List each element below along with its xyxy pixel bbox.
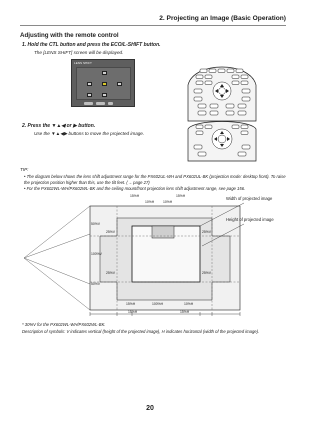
label-left-2: 100%V: [91, 252, 102, 256]
step1-title: 1. Hold the CTL button and press the ECO/L-SHIFT button.: [22, 42, 161, 48]
label-left-5: 25%V: [106, 271, 116, 275]
label-top-4: 10%H: [163, 200, 173, 204]
step2-body: Use the ▼▲◀▶ buttons to move the projected image.: [34, 131, 145, 136]
osd-footer-key-icon: [96, 102, 105, 105]
tip-bullet-2-text: • For the PX602WL-WH/PX602WL-BK and the ceiling mount/front projection lens shift adjustment range, see page 156.: [24, 186, 246, 191]
osd-panel: [76, 67, 131, 100]
label-left-1: 50%V: [91, 222, 101, 226]
label-right-1: 25%V: [202, 230, 212, 234]
label-left-3: 50%V: [91, 282, 101, 286]
shift-up-icon: [102, 71, 107, 75]
remote-control-dpad-icon: [186, 117, 258, 162]
osd-footer-key-icon: [84, 102, 93, 105]
shift-down-icon: [102, 93, 107, 97]
tip-label: TIP:: [20, 167, 29, 172]
lens-shift-osd: [71, 59, 135, 107]
page-heading: Adjusting with the remote control: [20, 32, 119, 39]
shift-center-icon: [102, 82, 107, 86]
header-rule: [20, 25, 286, 26]
label-right-2: 25%V: [202, 271, 212, 275]
label-bottom-4: 15%H: [128, 310, 138, 314]
shift-left-icon: [87, 82, 92, 86]
label-left-4: 25%V: [106, 230, 116, 234]
shift-corner-icon: [87, 93, 92, 97]
lens-shift-range-diagram: [22, 196, 288, 318]
label-height: Height of projected image: [226, 217, 274, 222]
section-title: 2. Projecting an Image (Basic Operation): [159, 15, 286, 22]
label-top-1: 15%H: [130, 194, 140, 198]
osd-title: LENS SHIFT: [74, 61, 92, 65]
label-bottom-1: 15%H: [126, 302, 136, 306]
step2-title: 2. Press the ▼▲◀ or ▶ button.: [22, 123, 96, 129]
page-number: 20: [146, 405, 154, 412]
label-bottom-3: 10%H: [184, 302, 194, 306]
label-top-2: 15%H: [176, 194, 186, 198]
tip-bullet-1: [24, 174, 286, 186]
label-top-3: 10%H: [145, 200, 155, 204]
osd-footer-key-icon: [108, 102, 113, 105]
footnote-star: * 30%V for the PX602WL-WH/PX602WL-BK.: [22, 322, 106, 327]
tip-bullet-2: [24, 186, 286, 192]
step1-body: The [LENS SHIFT] screen will be displayed.: [34, 50, 124, 55]
label-width: Width of projected image: [226, 196, 273, 201]
shift-right-icon: [117, 82, 122, 86]
tip-bullet-1-text: • The diagram below shows the lens shift adjustment range for the PX602UL-WH and PX602UL-BK (projection mode: desktop front). To raise the projection position higher than this, use the tilt feet. (→ page 27): [24, 174, 286, 185]
label-bottom-2: 100%H: [152, 302, 164, 306]
footnote-description: Description of symbols: V indicates vertical (height of the projected image), H indicates horizontal (width of the projected image).: [22, 329, 260, 334]
label-bottom-5: 15%H: [180, 310, 190, 314]
